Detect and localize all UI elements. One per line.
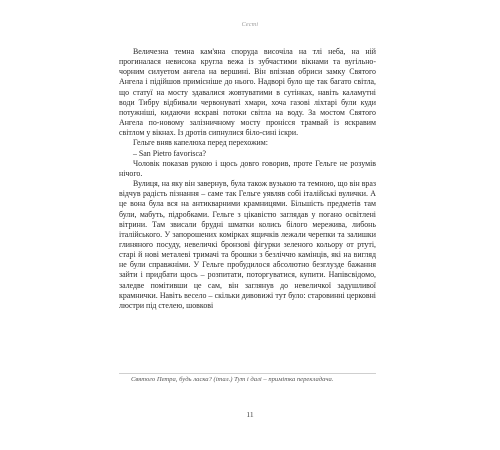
paragraph: Величезна темна кам'яна споруда височіла на тлі неба, на ній прогиналася невисока кругла вежа із зубчастими вікнами та вугільно-чорним силуетом ангела на вершині. Він впізнав обриси замку Святого Ангела і підійшов примісніше до нього. Надворі було ще так багато світла, що статуї на мосту здавалися жовтуватими в сутінках, навіть каламутні води Тибру відбивали червонуваті хмари, хоча газові ліхтарі були куди потужніші, кидаючи яскраві потоки світла на воду. За мостом Святого Ангела по-новому залізничному мосту пронісся трамвай із яскравим світлом у вікнах. Із дротів сипнулися біло-сині іскри. [119, 47, 376, 138]
paragraph: Вулиця, на яку він завернув, була також вузькою та темною, що він враз відчув радість пізнання – саме так Гельге уявляв собі італійські вулички. А це вона була вся на антикварними крамницями. Більшість предметів там були, мабуть, підробками. Гельге з цікавістю заглядав у погано освітлені вітрини. Там звисали брудні шматки колись білого мережива, либонь італійського. У запорошених комірках ящичків лежали черепки та залишки глиняного посуду, невеличкі бронзові фігурки зеленого кольору от ртуті, старі й нові металеві тримачі та брошки з безліччю камінців, які на вигляд не були справжніми. У Гельге пробудилося абсолютно безглузде бажання зайти і придбати щось – розпитати, поторгуватися, купити. Напівсвідомо, заледве помітивши це сам, він заглянув до невеличкої задушливої крамнички. Навіть весело – скільки дивовижі тут було: старовинні церковні люстри під стелею, шовкові [119, 179, 376, 310]
body-text [119, 47, 376, 311]
dialogue-line: – San Pietro favorisca? [133, 148, 206, 158]
footnote: Святого Петра, будь ласка? (італ.) Тут і далі – примітка перекладача. [131, 376, 334, 383]
running-head: Сесті [241, 22, 259, 28]
page-number: 11 [246, 410, 254, 419]
paragraph: Чоловік показав рукою і щось довго говорив, проте Гельге не розумів нічого. [119, 158, 376, 178]
paragraph: Гельге вняв капелюха перед перехожим: [133, 138, 268, 148]
footnote-divider [119, 373, 376, 374]
